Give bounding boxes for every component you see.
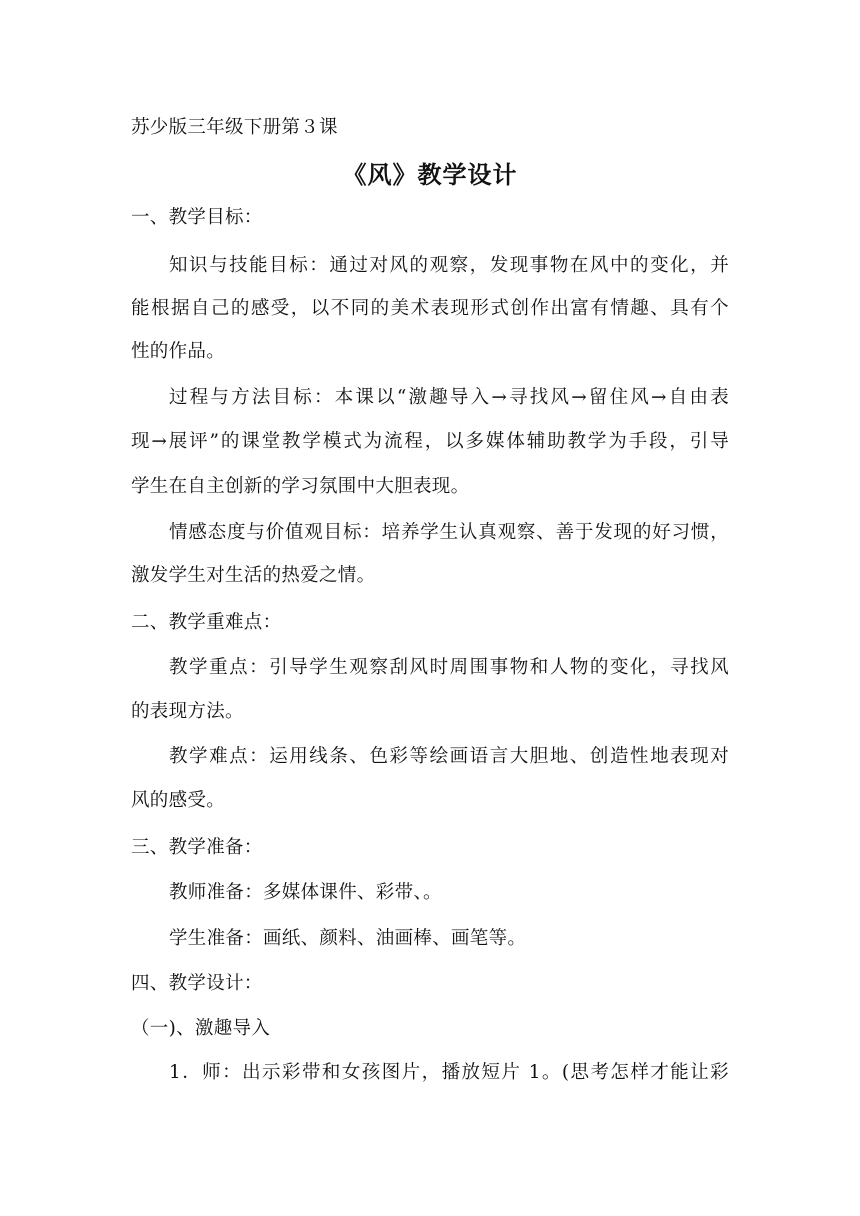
paragraph-line: 学生在自主创新的学习氛围中大胆表现。: [131, 476, 470, 497]
paragraph-line: 风的感受。: [131, 790, 226, 811]
paragraph-line: 性的作品。: [131, 341, 226, 362]
paragraph-line: 的表现方法。: [131, 701, 244, 722]
section-heading-objectives: 一、教学目标：: [131, 207, 263, 228]
paragraph-line: 教师准备：多媒体课件、彩带、。: [169, 882, 442, 903]
paragraph-line: 激发学生对生活的热爱之情。: [131, 565, 376, 586]
paragraph-line: 1．师：出示彩带和女孩图片，播放短片 1。(思考怎样才能让彩: [169, 1062, 729, 1083]
paragraph-line: 知识与技能目标：通过对风的观察，发现事物在风中的变化，并: [169, 255, 729, 276]
section-heading-preparation: 三、教学准备：: [131, 837, 263, 858]
paragraph-line: 情感态度与价值观目标：培养学生认真观察、善于发现的好习惯，: [169, 522, 729, 543]
paragraph-line: 现→展评”的课堂教学模式为流程，以多媒体辅助教学为手段，引导: [131, 431, 729, 452]
paragraph-line: 教学重点：引导学生观察刮风时周围事物和人物的变化，寻找风: [169, 657, 729, 678]
paragraph-line: 教学难点：运用线条、色彩等绘画语言大胆地、创造性地表现对: [169, 746, 729, 767]
paragraph-line: 学生准备：画纸、颜料、油画棒、画笔等。: [169, 928, 527, 949]
paragraph-line: 能根据自己的感受，以不同的美术表现形式创作出富有情趣、具有个: [131, 298, 729, 319]
course-subtitle: 苏少版三年级下册第３课: [131, 117, 338, 138]
subsection-heading: （一)、激趣导入: [131, 1018, 271, 1039]
section-heading-key-points: 二、教学重难点：: [131, 612, 282, 633]
section-heading-design: 四、教学设计：: [131, 973, 263, 994]
document-title: 《风》教学设计: [342, 160, 518, 189]
paragraph-line: 过程与方法目标：本课以“激趣导入→寻找风→留住风→自由表: [169, 387, 729, 408]
